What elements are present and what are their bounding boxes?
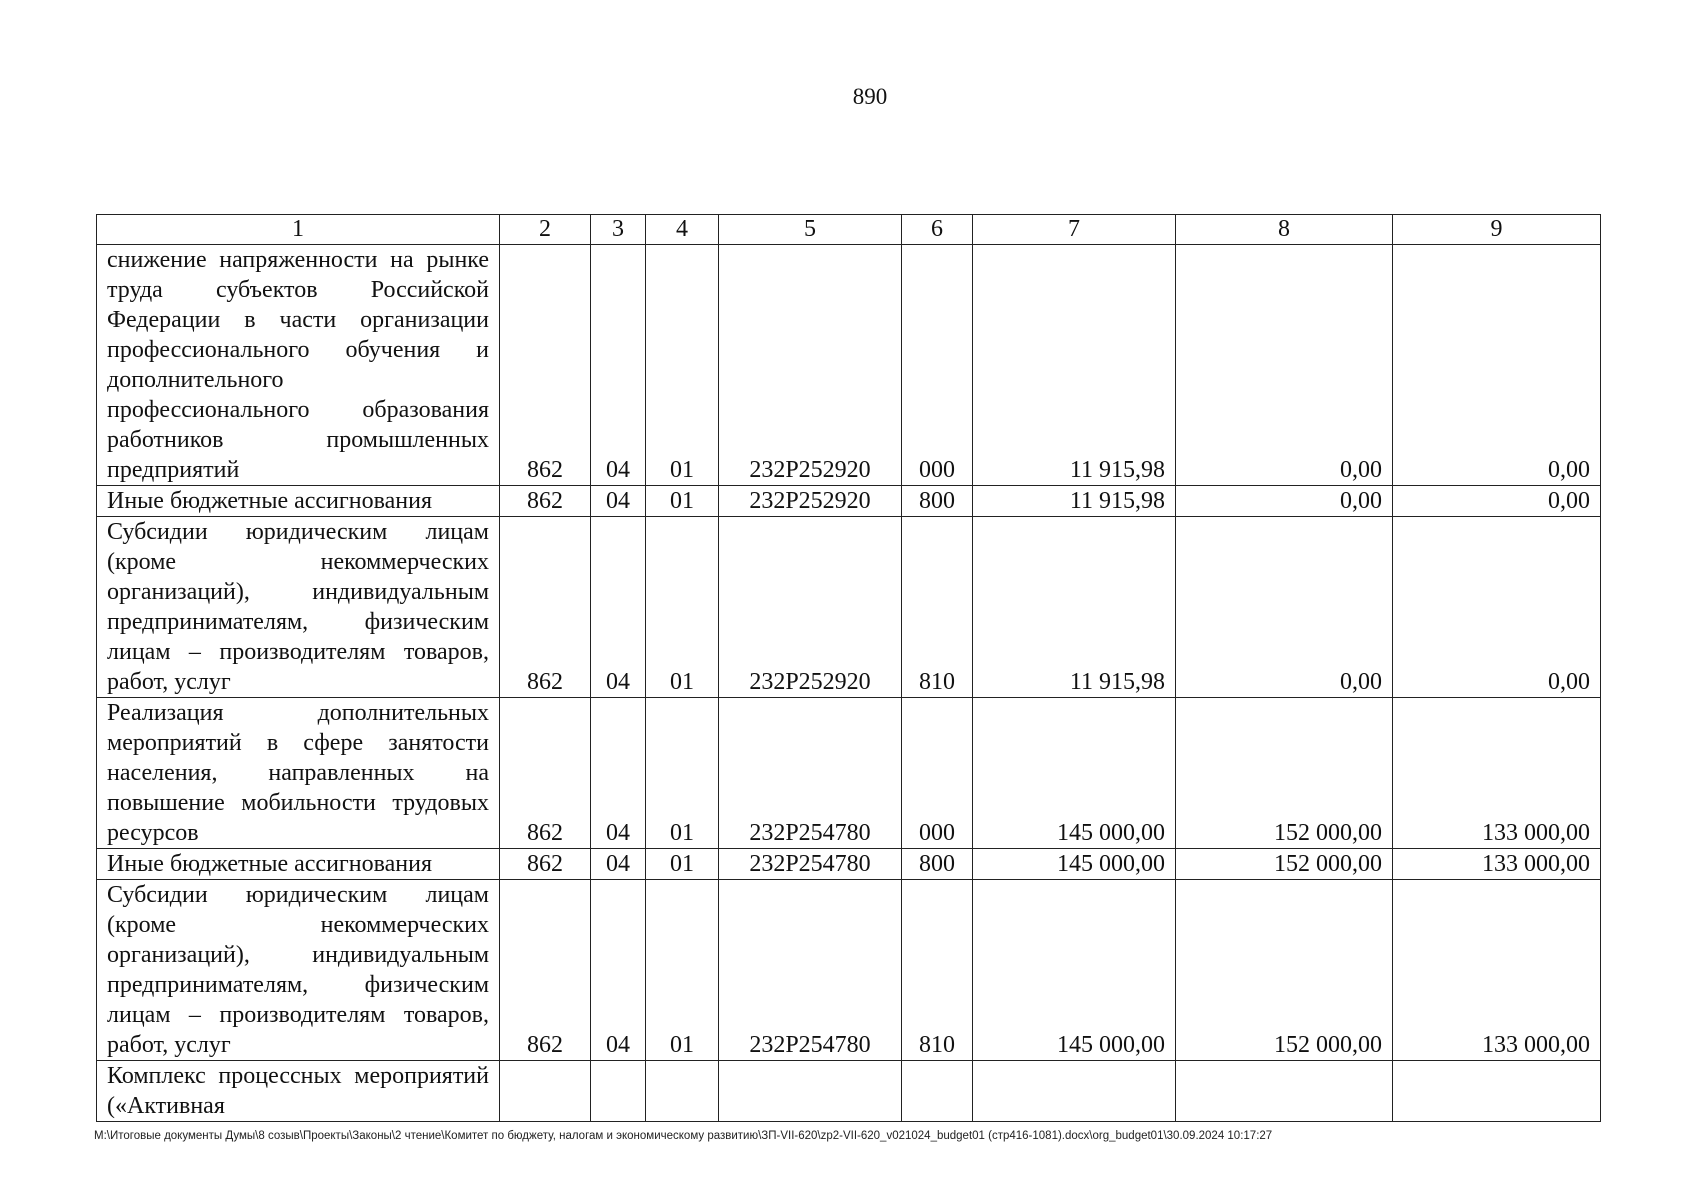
column-header: 4 — [646, 215, 719, 245]
page-number: 890 — [852, 84, 888, 109]
table-row — [97, 849, 1601, 880]
target-article-code: 232P254780 — [719, 849, 902, 880]
column-header: 3 — [591, 215, 646, 245]
amount-col-9: 133 000,00 — [1393, 698, 1601, 849]
target-article-code: 232P254780 — [719, 698, 902, 849]
amount-col-8: 0,00 — [1176, 517, 1393, 698]
budget-table — [96, 214, 1601, 1122]
amount-col-7: 11 915,98 — [973, 245, 1176, 486]
amount-col-9: 0,00 — [1393, 245, 1601, 486]
section-code: 04 — [591, 880, 646, 1061]
expense-type-code: 000 — [902, 245, 973, 486]
row-description: снижение напряженности на рынке труда субъектов Российской Федерации в части организации профессионального обучения и дополнительного профессионального образования работников промышленных предприятий — [97, 245, 500, 486]
row-description: Комплекс процессных мероприятий («Активная — [97, 1061, 500, 1122]
section-code: 04 — [591, 245, 646, 486]
subsection-code: 01 — [646, 486, 719, 517]
target-article-code — [719, 1061, 902, 1122]
document-path-footer: M:\Итоговые документы Думы\8 созыв\Проекты\Законы\2 чтение\Комитет по бюджету, налогам и экономическому развитию\ЗП-VII-620\zp2-VII-620_v021024_budget01 (стр416-1081).docx\org_budget01\30.09.2024 10:17:27 — [94, 1130, 1273, 1142]
subsection-code: 01 — [646, 849, 719, 880]
column-header: 9 — [1393, 215, 1601, 245]
amount-col-7: 11 915,98 — [973, 517, 1176, 698]
amount-col-7: 145 000,00 — [973, 849, 1176, 880]
amount-col-9 — [1393, 1061, 1601, 1122]
target-article-code: 232P252920 — [719, 486, 902, 517]
expense-type-code: 800 — [902, 849, 973, 880]
amount-col-7: 145 000,00 — [973, 698, 1176, 849]
ministry-code — [500, 1061, 591, 1122]
expense-type-code: 810 — [902, 880, 973, 1061]
table-row — [97, 1061, 1601, 1122]
section-code: 04 — [591, 486, 646, 517]
ministry-code: 862 — [500, 880, 591, 1061]
column-header: 8 — [1176, 215, 1393, 245]
row-description: Реализация дополнительных мероприятий в сфере занятости населения, направленных на повышение мобильности трудовых ресурсов — [97, 698, 500, 849]
target-article-code: 232P252920 — [719, 517, 902, 698]
ministry-code: 862 — [500, 486, 591, 517]
row-description: Субсидии юридическим лицам (кроме некоммерческих организаций), индивидуальным предпринимателям, физическим лицам – производителям товаров, работ, услуг — [97, 880, 500, 1061]
subsection-code: 01 — [646, 517, 719, 698]
expense-type-code: 800 — [902, 486, 973, 517]
table-row — [97, 880, 1601, 1061]
table-row — [97, 698, 1601, 849]
column-number-header-row — [97, 215, 1601, 245]
column-header: 6 — [902, 215, 973, 245]
ministry-code: 862 — [500, 698, 591, 849]
amount-col-8: 0,00 — [1176, 486, 1393, 517]
amount-col-9: 133 000,00 — [1393, 849, 1601, 880]
amount-col-7: 145 000,00 — [973, 880, 1176, 1061]
expense-type-code: 810 — [902, 517, 973, 698]
section-code — [591, 1061, 646, 1122]
amount-col-7 — [973, 1061, 1176, 1122]
amount-col-8 — [1176, 1061, 1393, 1122]
ministry-code: 862 — [500, 245, 591, 486]
amount-col-8: 152 000,00 — [1176, 698, 1393, 849]
expense-type-code: 000 — [902, 698, 973, 849]
subsection-code: 01 — [646, 245, 719, 486]
subsection-code: 01 — [646, 698, 719, 849]
amount-col-8: 152 000,00 — [1176, 880, 1393, 1061]
subsection-code — [646, 1061, 719, 1122]
expense-type-code — [902, 1061, 973, 1122]
section-code: 04 — [591, 517, 646, 698]
row-description: Иные бюджетные ассигнования — [97, 849, 500, 880]
section-code: 04 — [591, 698, 646, 849]
amount-col-9: 0,00 — [1393, 486, 1601, 517]
row-description: Иные бюджетные ассигнования — [97, 486, 500, 517]
amount-col-8: 0,00 — [1176, 245, 1393, 486]
section-code: 04 — [591, 849, 646, 880]
amount-col-8: 152 000,00 — [1176, 849, 1393, 880]
amount-col-9: 0,00 — [1393, 517, 1601, 698]
table-row — [97, 486, 1601, 517]
table-row — [97, 517, 1601, 698]
row-description: Субсидии юридическим лицам (кроме некоммерческих организаций), индивидуальным предпринимателям, физическим лицам – производителям товаров, работ, услуг — [97, 517, 500, 698]
ministry-code: 862 — [500, 849, 591, 880]
column-header: 2 — [500, 215, 591, 245]
amount-col-7: 11 915,98 — [973, 486, 1176, 517]
subsection-code: 01 — [646, 880, 719, 1061]
ministry-code: 862 — [500, 517, 591, 698]
column-header: 1 — [97, 215, 500, 245]
table-row — [97, 245, 1601, 486]
target-article-code: 232P252920 — [719, 245, 902, 486]
amount-col-9: 133 000,00 — [1393, 880, 1601, 1061]
column-header: 5 — [719, 215, 902, 245]
column-header: 7 — [973, 215, 1176, 245]
target-article-code: 232P254780 — [719, 880, 902, 1061]
